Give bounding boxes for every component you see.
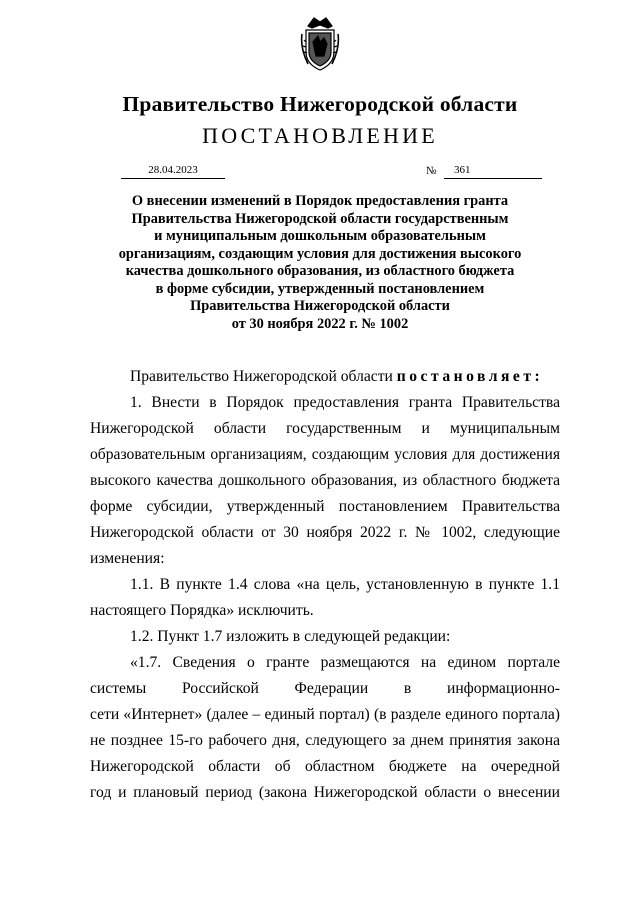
- paragraph-1-line: образовательным организациям, создающим условия для достижения: [90, 446, 560, 463]
- intro-verb: постановляет:: [396, 368, 544, 385]
- paragraph-1-7-line: не позднее 15-го рабочего дня, следующего за днем принятия закона: [90, 732, 560, 749]
- paragraph-1-line: Нижегородской области государственным и муниципальным: [90, 420, 560, 437]
- subject-line: качества дошкольного образования, из областного бюджета: [125, 263, 515, 279]
- document-date: 28.04.2023: [121, 163, 225, 179]
- paragraph-1-7-line: системы Российской Федерации в информационно-: [90, 680, 560, 697]
- paragraph-1-2-line: 1.2. Пункт 1.7 изложить в следующей редакции:: [130, 628, 451, 645]
- subject-line: О внесении изменений в Порядок предоставления гранта: [131, 193, 509, 209]
- document-body: [90, 364, 560, 806]
- subject-line: Правительства Нижегородской области: [190, 298, 450, 314]
- paragraph-1-line: изменения:: [90, 550, 165, 567]
- paragraph-1-7-line: «1.7. Сведения о гранте размещаются на едином портале: [130, 654, 560, 671]
- paragraph-1-line: 1. Внести в Порядок предоставления гранта Правительства: [130, 394, 560, 411]
- paragraph-1-7-line: сети «Интернет» (далее – единый портал) (в разделе единого портала): [90, 706, 560, 723]
- paragraph-1-7-line: Нижегородской области об областном бюджете на очередной: [90, 758, 560, 775]
- paragraph-1-line: высокого качества дошкольного образования, из областного бюджета: [90, 472, 560, 489]
- coat-of-arms-icon: [300, 12, 340, 74]
- paragraph-1-line: Нижегородской области от 30 ноября 2022 г. № 1002, следующие: [90, 524, 560, 541]
- subject-line: Правительства Нижегородской области государственным: [131, 210, 509, 227]
- number-sign: №: [426, 165, 437, 177]
- document-subject: [110, 193, 530, 333]
- document-number-field: [444, 163, 542, 179]
- subject-line: от 30 ноября 2022 г. № 1002: [231, 315, 409, 332]
- paragraph-1-1-line: настоящего Порядка» исключить.: [90, 602, 314, 619]
- paragraph-1-1-line: 1.1. В пункте 1.4 слова «на цель, установленную в пункте 1.1: [130, 576, 560, 593]
- subject-line: и муниципальным дошкольным образовательным: [154, 228, 486, 244]
- subject-line: организациям, создающим условия для достижения высокого: [118, 245, 522, 262]
- paragraph-1-line: форме субсидии, утвержденный постановлением Правительства: [90, 498, 560, 515]
- document-type: ПОСТАНОВЛЕНИЕ: [202, 123, 438, 148]
- paragraph-1-7-line: год и плановый период (закона Нижегородской области о внесении: [90, 784, 560, 801]
- document-number: 361: [454, 164, 471, 176]
- government-title: Правительство Нижегородской области: [122, 92, 518, 116]
- subject-line: в форме субсидии, утвержденный постановлением: [155, 280, 485, 297]
- intro-paragraph: Правительство Нижегородской области постановляет:: [130, 368, 544, 385]
